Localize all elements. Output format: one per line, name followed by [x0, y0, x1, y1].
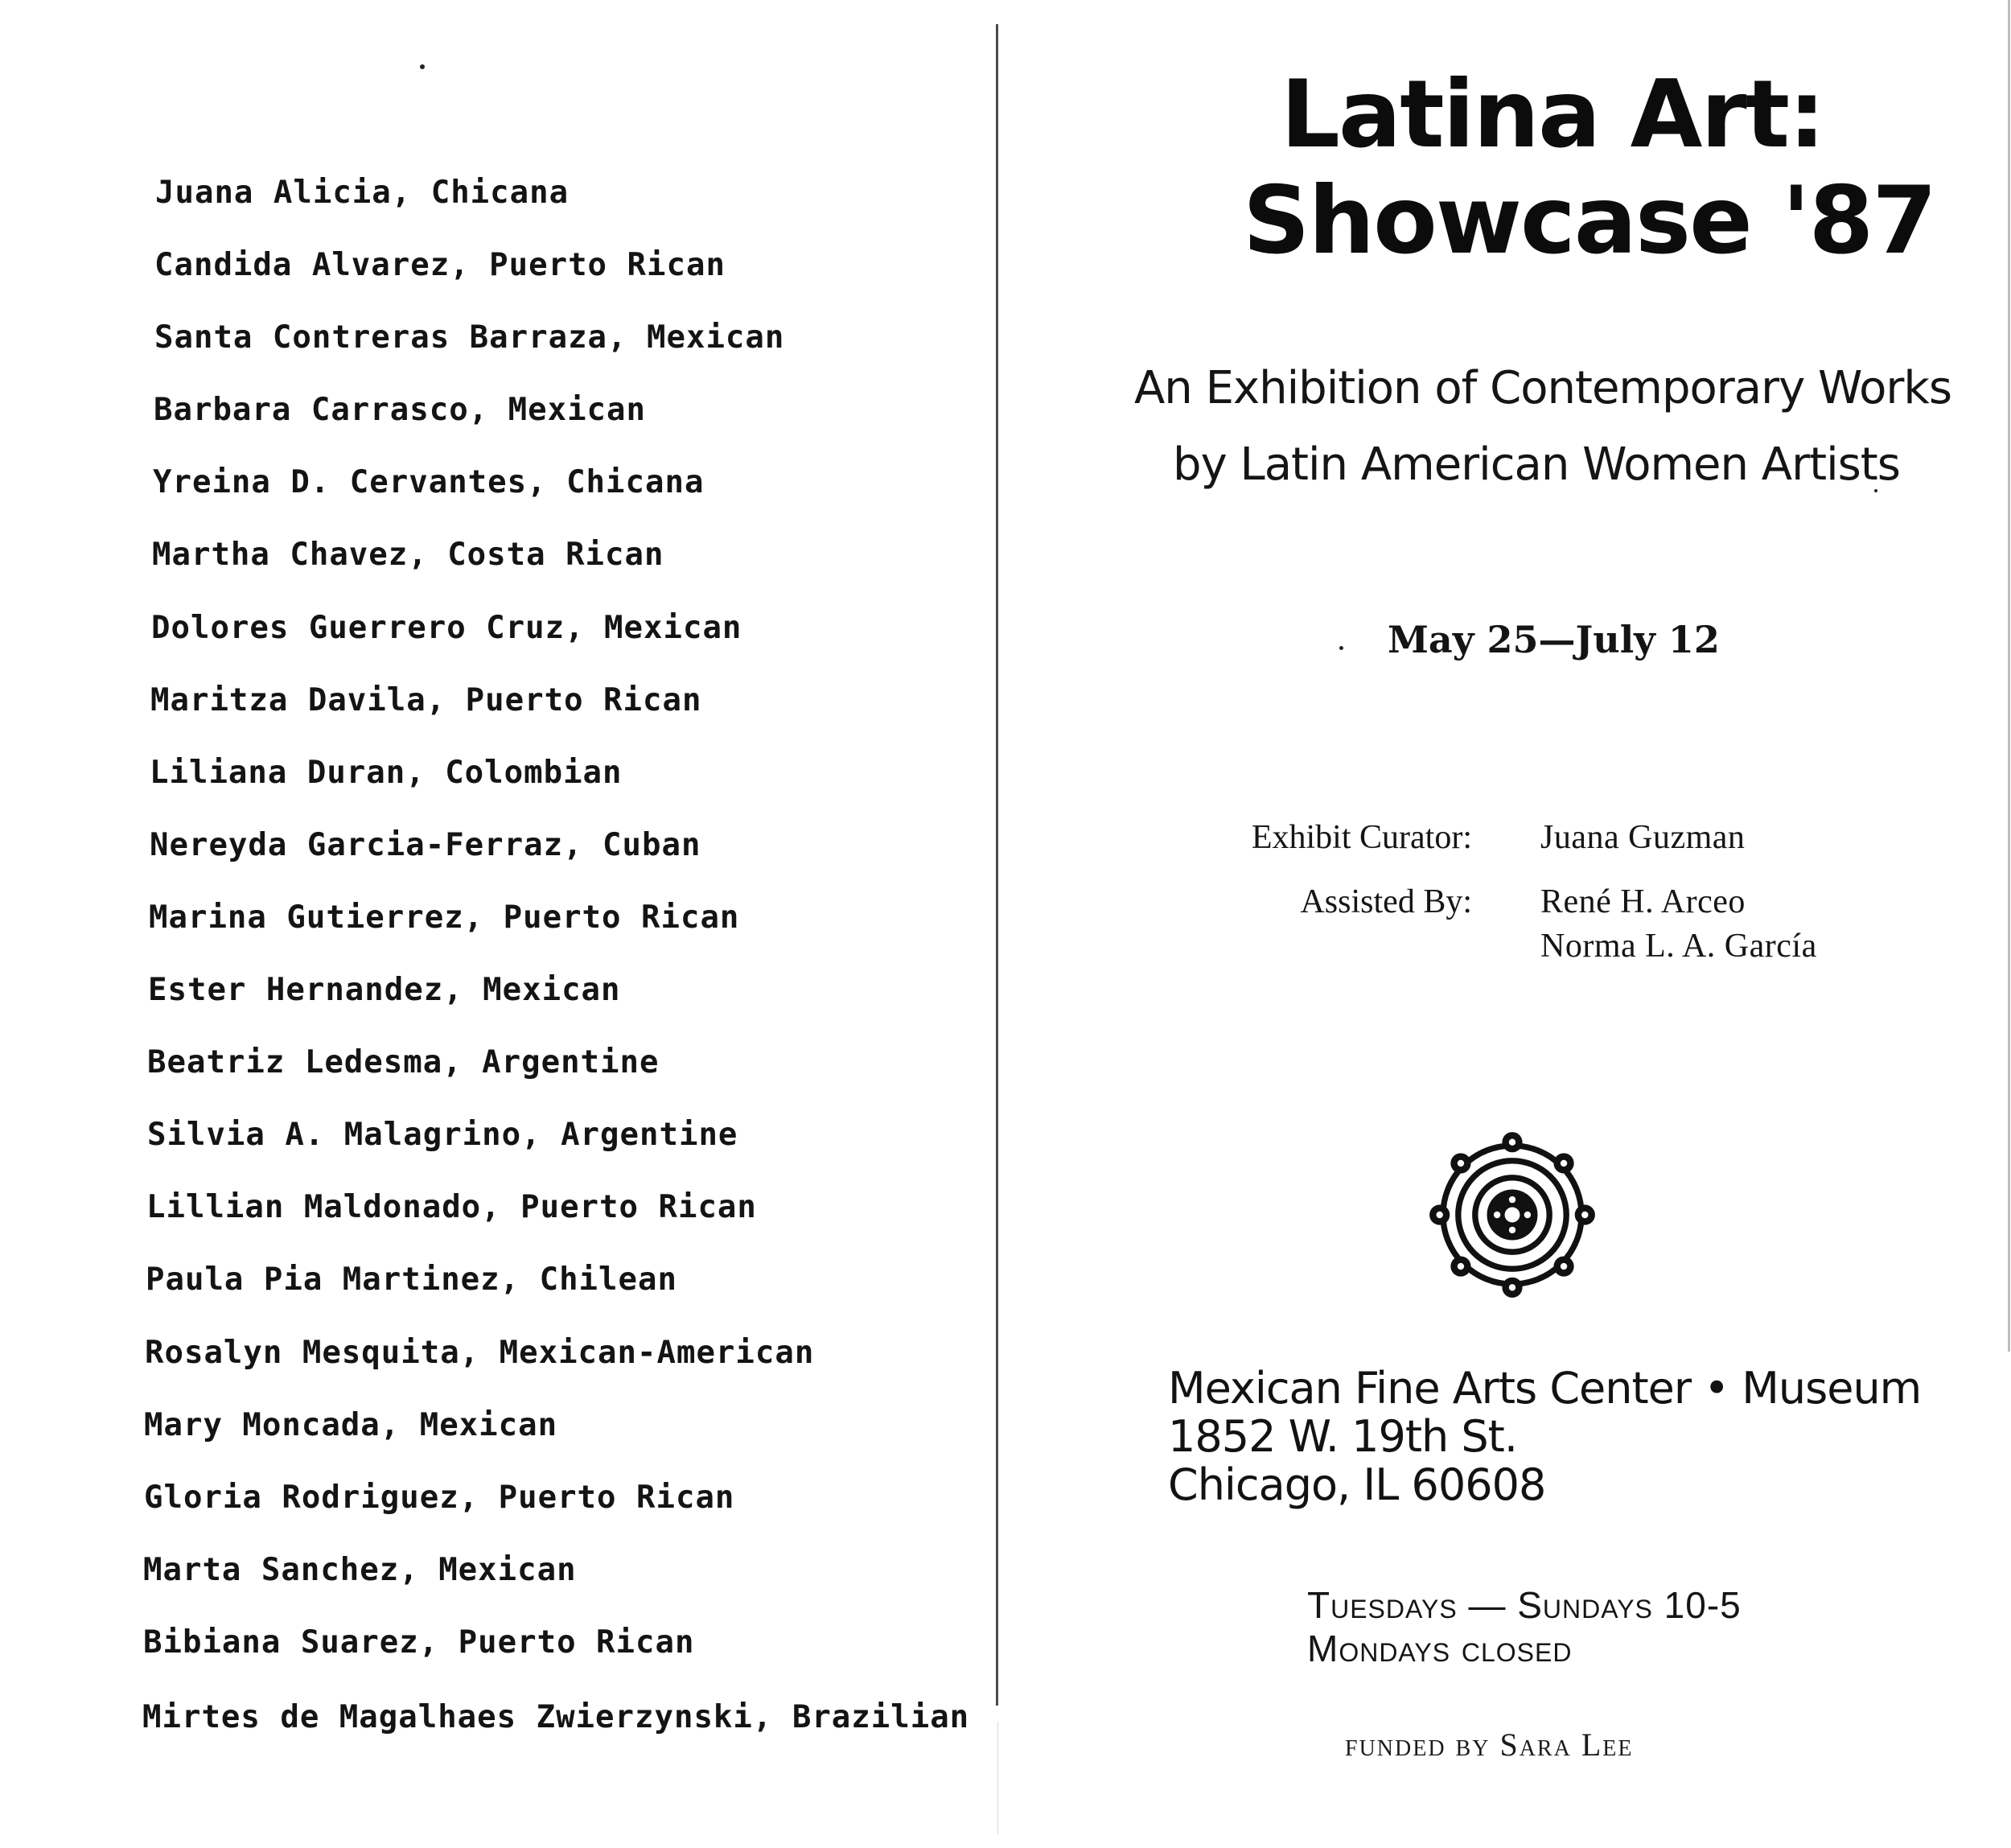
- title-line-1: Latina Art:: [1281, 60, 1824, 169]
- artist-entry: Marta Sanchez, Mexican: [143, 1552, 577, 1588]
- artist-entry: Martha Chavez, Costa Rican: [152, 537, 664, 573]
- artist-entry: Ester Hernandez, Mexican: [148, 972, 621, 1008]
- assistant-name: René H. Arceo: [1540, 883, 1746, 920]
- curator-name: Juana Guzman: [1540, 819, 1746, 856]
- venue-street: 1852 W. 19th St.: [1168, 1411, 1518, 1462]
- artist-entry: Lillian Maldonado, Puerto Rican: [146, 1189, 757, 1225]
- center-fold-line-faint: [997, 1722, 998, 1834]
- artist-entry: Liliana Duran, Colombian: [150, 755, 623, 791]
- artist-entry: Marina Gutierrez, Puerto Rican: [149, 899, 740, 936]
- artist-entry: Mary Moncada, Mexican: [144, 1407, 558, 1443]
- artist-entry: Yreina D. Cervantes, Chicana: [153, 464, 705, 500]
- opening-hours: Tuesdays — Sundays 10-5: [1307, 1584, 1742, 1626]
- artist-entry: Barbara Carrasco, Mexican: [154, 392, 646, 428]
- subtitle-line-1: An Exhibition of Contemporary Works: [1134, 362, 1952, 414]
- center-fold-line: [996, 24, 998, 1706]
- artist-entry: Nereyda Garcia-Ferraz, Cuban: [150, 827, 701, 863]
- artist-list: [0, 0, 989, 1848]
- artist-entry: Beatriz Ledesma, Argentine: [147, 1044, 660, 1080]
- closed-day: Mondays closed: [1307, 1628, 1573, 1669]
- venue-city: Chicago, IL 60608: [1168, 1459, 1546, 1510]
- artist-entry: Rosalyn Mesquita, Mexican-American: [145, 1335, 815, 1371]
- ink-speck: [1339, 646, 1343, 650]
- artist-entry: Paula Pia Martinez, Chilean: [146, 1261, 677, 1298]
- assisted-by-label: Assisted By:: [1300, 883, 1472, 920]
- assistant-name: Norma L. A. García: [1540, 928, 1817, 965]
- artist-entry: Santa Contreras Barraza, Mexican: [154, 319, 785, 356]
- title-line-2: Showcase '87: [1243, 167, 1936, 275]
- artist-entry: Maritza Davila, Puerto Rican: [150, 682, 702, 718]
- artist-entry: Gloria Rodriguez, Puerto Rican: [144, 1480, 735, 1516]
- venue-name: Mexican Fine Arts Center • Museum: [1168, 1363, 1922, 1414]
- artist-entry: Candida Alvarez, Puerto Rican: [154, 247, 726, 283]
- subtitle-line-2: by Latin American Women Artists: [1173, 438, 1900, 491]
- funding-credit: funded by Sara Lee: [1345, 1727, 1634, 1763]
- artist-entry: Juana Alicia, Chicana: [155, 175, 570, 211]
- museum-emblem-icon: [1428, 1130, 1597, 1299]
- artist-entry: Mirtes de Magalhaes Zwierzynski, Brazilian: [142, 1699, 970, 1735]
- curator-label: Exhibit Curator:: [1251, 819, 1472, 856]
- artist-entry: Bibiana Suarez, Puerto Rican: [143, 1624, 695, 1661]
- exhibition-dates: May 25—July 12: [1388, 618, 1720, 661]
- artist-entry: Silvia A. Malagrino, Argentine: [147, 1117, 738, 1153]
- artist-entry: Dolores Guerrero Cruz, Mexican: [151, 610, 742, 646]
- right-page-edge: [2008, 0, 2010, 1352]
